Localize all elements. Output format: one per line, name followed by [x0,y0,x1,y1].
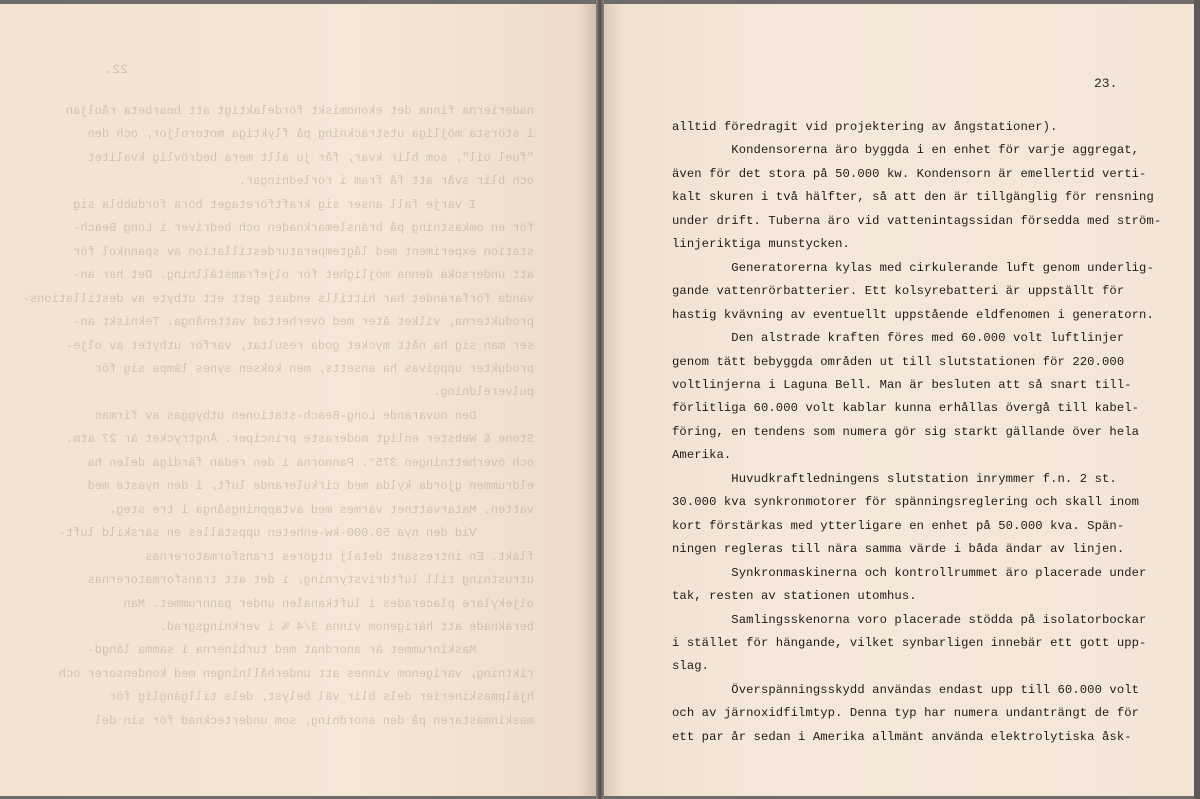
text-line: under drift. Tuberna äro vid vattenintagssidan försedda med ström- [672,213,1162,228]
text-line: station experiment med lågtemperaturdestillation av spannkol för [73,244,534,259]
page-body [672,116,1162,749]
text-line: beräknade att härigenom vinna 3/4 % i verkningsgrad. [159,619,534,634]
text-line: eldrummen gjorda kylda med cirkulerande luft, i den nyaste med [87,479,534,494]
left-page [0,4,596,796]
text-line: att undersöka denna möjlighet för oljeframställning. Det har an- [73,268,534,283]
text-line: vända förfarandet har hittills endast gett ett utbyte av destillations- [22,291,534,306]
text-line: i stället för hängande, vilket synbarligen innebär ett gott upp- [672,635,1147,650]
text-line: Vid den nya 50.000-kw-enheten uppställes en särskild luft- [58,526,534,541]
text-line: i största möjliga utsträckning på flyktiga motoroljor, och den [87,127,534,142]
text-line: Amerika. [672,448,732,463]
text-line: även för det stora på 50.000 kw. Kondensorn är emellertid verti- [672,166,1147,181]
text-line: Huvudkraftledningens slutstation inrymmer f.n. 2 st. [672,471,1117,486]
text-line: Kondensorerna äro byggda i en enhet för varje aggregat, [672,143,1140,158]
text-line: slag. [672,659,710,674]
text-line: Synkronmaskinerna och kontrollrummet äro placerade under [672,565,1147,580]
text-line: gande vattenrörbatterier. Ett kolsyrebatteri är uppställt för [672,284,1125,299]
left-page-body [22,100,534,733]
text-line: och av järnoxidfilmtyp. Denna typ har numera undanträngt de för [672,706,1140,721]
text-line: kort förstärkas med ytterligare en enhet på 50.000 kva. Spän- [672,518,1125,533]
text-line: voltlinjerna i Laguna Bell. Man är besluten att så snart till- [672,377,1132,392]
text-line: och överhettningen 375°. Pannorna i den redan färdiga delen ha [87,455,534,470]
text-line: Överspänningsskydd användas endast upp till 60.000 volt [672,682,1140,697]
text-line: Samlingsskenorna voro placerade stödda på isolatorbockar [672,612,1147,627]
text-line: oljekylare placerades i luftkanalen under pannrummet. Man [123,596,534,611]
text-line: pulvereldning. [433,385,534,400]
text-line: riktning, varigenom vinnes att underhållningen med kondensorer och [58,666,534,681]
text-line: ser man sig ha nått mycket goda resultat, varför utbytet av olje- [65,338,534,353]
text-line: ningen regleras till nära samma värde i båda ändar av linjen. [672,542,1125,557]
text-line: föring, en tendens som numera gör sig starkt gällande över hela [672,424,1140,439]
left-page-number: 22. [104,62,128,77]
text-line: Maskinrummet är anordnat med turbinerna i samma längd- [87,643,534,658]
text-line: tak, resten av stationen utomhus. [672,589,917,604]
text-line: I varje fall anser sig kraftföretaget böra fördubbla sig [73,197,534,212]
text-line: Den alstrade kraften föres med 60.000 volt luftlinjer [672,331,1125,346]
text-line: utrustning till luftdrivstyrning, i det att transformatorernas [87,573,534,588]
text-line: genom tätt bebyggda områden ut till slutstationen för 220.000 [672,354,1125,369]
book-gutter [596,0,604,799]
text-line: produkterna, vilket åter med överhettad vattenånga. Tekniskt an- [73,315,534,330]
text-line: produkter uppgivas ha ansetts, men koksen synes lämpa sig för [94,361,534,376]
text-line: "fuel oil", som blir kvar, får ju allt mera bedrövlig kvalitet [87,150,534,165]
text-line: vatten. Matarvattnet värmes med avtappningsånga i tre steg. [109,502,534,517]
text-line: maskinmästaren på den anordning, som undertecknad för sin del [94,713,534,728]
text-line: Generatorerna kylas med cirkulerande luft genom underlig- [672,260,1154,275]
bleed-through-text [0,4,596,796]
text-line: hjälpmaskinerier dels blir väl belyst, dels tillgänglig för [109,690,534,705]
page-number: 23. [1094,76,1118,91]
text-line: för en omkastning på bränslemarknaden och bedriver i Long Beach- [73,221,534,236]
text-line: förlitliga 60.000 volt kablar kunna erhållas övergå till kabel- [672,401,1140,416]
text-line: Den nuvarande Long-Beach-stationen utbyggas av firman [94,408,534,423]
text-line: Stone & Webster enligt moderaste principer. Ångtrycket är 27 atm. [65,432,534,447]
text-line: fläkt. En intressant detalj utgöres transformatorernas [145,549,534,564]
page-edge [1194,0,1200,799]
text-line: ett par år sedan i Amerika allmänt använda elektrolytiska åsk- [672,729,1132,744]
text-line: hastig kvävning av eventuellt uppstående eldfenomen i generatorn. [672,307,1154,322]
text-line: 30.000 kva synkronmotorer för spänningsreglering och skall inom [672,495,1140,510]
text-line: och blir svår att få fram i rörledningar. [238,174,534,189]
text-line: alltid föredragit vid projektering av ångstationer). [672,120,1058,134]
text-line: kalt skuren i två hälfter, så att den är tillgänglig för rensning [672,190,1154,205]
right-page [604,4,1194,796]
text-line: linjeriktiga munstycken. [672,237,850,252]
text-line: naderierna finna det ekonomiskt fördelaktigt att bearbeta råoljan [65,104,534,118]
